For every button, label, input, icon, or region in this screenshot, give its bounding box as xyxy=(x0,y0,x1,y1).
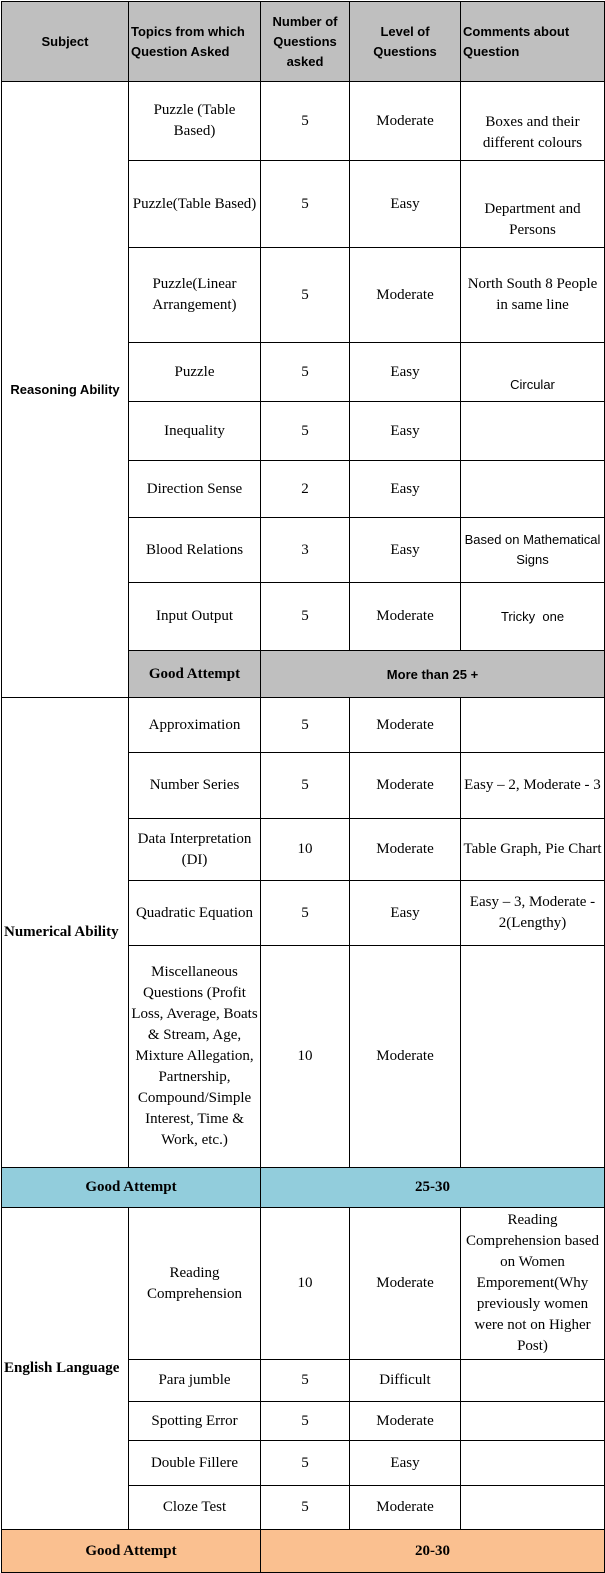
level-cell: Easy xyxy=(350,343,461,402)
level-cell: Moderate xyxy=(350,819,461,881)
topic-cell: Reading Comprehension xyxy=(129,1208,261,1360)
topic-cell: Quadratic Equation xyxy=(129,881,261,946)
count-cell: 3 xyxy=(261,518,350,583)
count-cell: 5 xyxy=(261,1441,350,1486)
good-attempt-label: Good Attempt xyxy=(129,651,261,698)
topic-cell: Number Series xyxy=(129,753,261,819)
topic-cell: Miscellaneous Questions (Profit Loss, Average, Boats & Stream, Age, Mixture Allegation, Partnership, Compound/Simple Interest, Time & Work, etc.) xyxy=(129,946,261,1168)
topic-cell: Puzzle(Table Based) xyxy=(129,161,261,248)
level-cell: Moderate xyxy=(350,1208,461,1360)
count-cell: 10 xyxy=(261,946,350,1168)
table-row xyxy=(2,82,605,161)
good-attempt-label: Good Attempt xyxy=(2,1530,261,1573)
comment-cell xyxy=(461,946,605,1168)
comment-cell xyxy=(461,1360,605,1402)
comment-cell xyxy=(461,1441,605,1486)
count-cell: 5 xyxy=(261,1402,350,1441)
comment-cell xyxy=(461,1486,605,1530)
count-cell: 2 xyxy=(261,461,350,518)
comment-cell xyxy=(461,1402,605,1441)
comment-cell: Easy – 2, Moderate - 3 xyxy=(461,753,605,819)
topic-cell: Data Interpretation (DI) xyxy=(129,819,261,881)
comment-cell: Tricky one xyxy=(461,583,605,651)
topic-cell: Spotting Error xyxy=(129,1402,261,1441)
count-cell: 5 xyxy=(261,1360,350,1402)
comment-cell xyxy=(461,698,605,753)
level-cell: Easy xyxy=(350,402,461,461)
level-cell: Easy xyxy=(350,161,461,248)
header-topics: Topics from which Question Asked xyxy=(129,2,261,82)
comment-cell xyxy=(461,402,605,461)
level-cell: Moderate xyxy=(350,753,461,819)
good-attempt-value: 20-30 xyxy=(261,1530,605,1573)
header-subject: Subject xyxy=(2,2,129,82)
comment-cell: Easy – 3, Moderate - 2(Lengthy) xyxy=(461,881,605,946)
topic-cell: Direction Sense xyxy=(129,461,261,518)
topic-cell: Cloze Test xyxy=(129,1486,261,1530)
level-cell: Moderate xyxy=(350,583,461,651)
topic-cell: Puzzle xyxy=(129,343,261,402)
topic-cell: Double Fillere xyxy=(129,1441,261,1486)
topic-cell: Puzzle (Table Based) xyxy=(129,82,261,161)
topic-cell: Puzzle(Linear Arrangement) xyxy=(129,248,261,343)
level-cell: Easy xyxy=(350,881,461,946)
topic-cell: Input Output xyxy=(129,583,261,651)
subject-english: English Language xyxy=(2,1208,129,1530)
count-cell: 5 xyxy=(261,583,350,651)
good-attempt-label: Good Attempt xyxy=(2,1168,261,1208)
count-cell: 5 xyxy=(261,343,350,402)
exam-analysis-table xyxy=(1,1,605,1573)
table-row xyxy=(2,698,605,753)
good-attempt-value: 25-30 xyxy=(261,1168,605,1208)
level-cell: Moderate xyxy=(350,1402,461,1441)
level-cell: Easy xyxy=(350,518,461,583)
comment-cell: Table Graph, Pie Chart xyxy=(461,819,605,881)
level-cell: Moderate xyxy=(350,82,461,161)
comment-cell: Department and Persons xyxy=(461,161,605,248)
count-cell: 5 xyxy=(261,1486,350,1530)
header-comments: Comments about Question xyxy=(461,2,605,82)
count-cell: 5 xyxy=(261,248,350,343)
count-cell: 5 xyxy=(261,161,350,248)
count-cell: 10 xyxy=(261,819,350,881)
attempt-row-numerical xyxy=(2,1168,605,1208)
topic-cell: Approximation xyxy=(129,698,261,753)
good-attempt-value: More than 25 + xyxy=(261,651,605,698)
header-count: Number of Questions asked xyxy=(261,2,350,82)
subject-numerical: Numerical Ability xyxy=(2,698,129,1168)
count-cell: 5 xyxy=(261,881,350,946)
count-cell: 5 xyxy=(261,698,350,753)
attempt-row-english xyxy=(2,1530,605,1573)
topic-cell: Inequality xyxy=(129,402,261,461)
comment-cell: Based on Mathematical Signs xyxy=(461,518,605,583)
level-cell: Easy xyxy=(350,461,461,518)
count-cell: 5 xyxy=(261,753,350,819)
count-cell: 10 xyxy=(261,1208,350,1360)
comment-cell: North South 8 People in same line xyxy=(461,248,605,343)
count-cell: 5 xyxy=(261,82,350,161)
comment-cell: Circular xyxy=(461,343,605,402)
comment-cell: Reading Comprehension based on Women Emporement(Why previously women were not on Higher Post) xyxy=(461,1208,605,1360)
comment-cell: Boxes and their different colours xyxy=(461,82,605,161)
subject-reasoning: Reasoning Ability xyxy=(2,82,129,698)
level-cell: Moderate xyxy=(350,1486,461,1530)
level-cell: Moderate xyxy=(350,946,461,1168)
header-row xyxy=(2,2,605,82)
count-cell: 5 xyxy=(261,402,350,461)
topic-cell: Para jumble xyxy=(129,1360,261,1402)
level-cell: Moderate xyxy=(350,248,461,343)
level-cell: Moderate xyxy=(350,698,461,753)
comment-cell xyxy=(461,461,605,518)
level-cell: Difficult xyxy=(350,1360,461,1402)
table-row xyxy=(2,1208,605,1360)
header-level: Level of Questions xyxy=(350,2,461,82)
topic-cell: Blood Relations xyxy=(129,518,261,583)
level-cell: Easy xyxy=(350,1441,461,1486)
